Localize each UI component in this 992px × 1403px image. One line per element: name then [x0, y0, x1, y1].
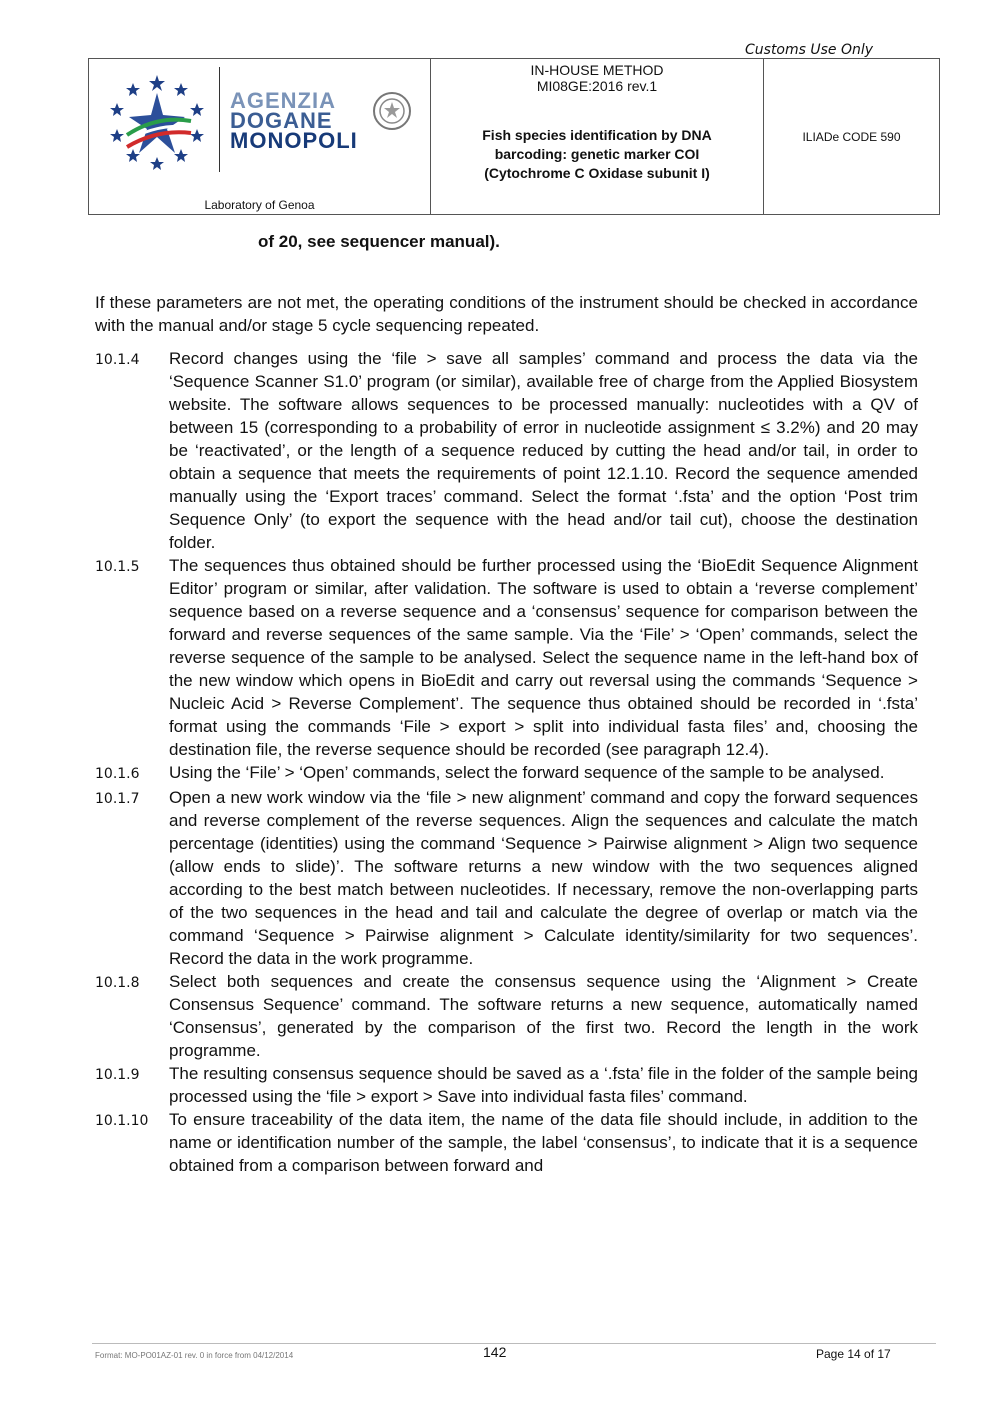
item-text: Open a new work window via the ‘file > new alignment’ command and copy the forward sequences and reverse complement of the reverse sequences. Align the sequences and calculate the match percentage (identities) using the command ‘Sequence > Pairwise alignment > Align two sequence (allow ends to slide)’. The software returns a new window with the two sequences aligned according to the best match between nucleotides. If necessary, remove the non-overlapping parts of the two sequences in the head and tail and calculate the degree of overlap or match via the command ‘Sequence > Pairwise alignment > Calculate identity/similarity for two sequences’. Record the data in the work programme.	[169, 788, 918, 968]
continued-fragment: of 20, see sequencer manual).	[258, 232, 500, 251]
item-text: To ensure traceability of the data item, the name of the data file should include, in addition to the name or identification number of the sample, the label ‘consensus’, to indicate that it is a sequence obtained from a comparison between forward and	[169, 1110, 918, 1175]
method-type: IN-HOUSE METHOD	[530, 62, 664, 78]
item-text: The resulting consensus sequence should be saved as a ‘.fsta’ file in the folder of the sample being processed using the ‘file > export > Save into individual fasta files’ command.	[169, 1064, 918, 1106]
item-number: 10.1.5	[95, 559, 140, 575]
method-title	[431, 62, 763, 94]
item-number: 10.1.4	[95, 352, 140, 368]
list-item	[95, 347, 918, 554]
page-indicator: Page 14 of 17	[816, 1347, 891, 1361]
method-description	[431, 126, 763, 183]
item-number: 10.1.7	[95, 791, 140, 807]
list-item	[95, 970, 918, 1062]
agency-star-logo	[97, 65, 217, 175]
agency-name	[230, 88, 358, 153]
procedure-list	[95, 347, 918, 1177]
item-number: 10.1.10	[95, 1113, 149, 1129]
list-item	[95, 1062, 918, 1108]
laboratory-label: Laboratory of Genoa	[204, 198, 315, 212]
code-cell	[764, 59, 939, 214]
item-number: 10.1.6	[95, 766, 140, 782]
list-item	[95, 786, 918, 970]
footer-format: Format: MO-PO01AZ-01 rev. 0 in force from 04/12/2014	[95, 1351, 294, 1360]
customs-use-label: Customs Use Only	[745, 42, 874, 58]
list-item	[95, 761, 918, 786]
method-description-line2: barcoding: genetic marker COI	[494, 146, 700, 162]
method-code: MI08GE:2016 rev.1	[536, 78, 658, 94]
item-text: The sequences thus obtained should be further processed using the ‘BioEdit Sequence Alignment Editor’ program or similar, after validation. The software is used to obtain a ‘reverse complement’ sequence based on a reverse sequence and a ‘consensus’ sequence for comparison between the forward and reverse sequences of the same sample. Via the ‘File’ > ‘Open’ commands, select the reverse sequence of the sample to be analysed. Select the sequence name in the left-hand box of the new window which opens in BioEdit and carry out reversal using the commands ‘Sequence > Nucleic Acid > Reverse Complement’. The sequence thus obtained should be recorded in ‘.fsta’ format using the commands ‘File > export > split into individual fasta files’ and, choosing the destination file, the reverse sequence should be recorded (see paragraph 12.4).	[169, 556, 918, 759]
method-description-line3: (Cytochrome C Oxidase subunit I)	[484, 165, 710, 181]
item-number: 10.1.8	[95, 975, 140, 991]
item-text: Select both sequences and create the consensus sequence using the ‘Alignment > Create Consensus Sequence’ command. The software returns a new sequence, automatically named ‘Consensus’, generated by the comparison of the first two. Record the length in the work programme.	[169, 972, 918, 1060]
document-header	[88, 58, 940, 215]
list-item	[95, 554, 918, 761]
method-cell	[431, 59, 764, 214]
agency-name-line1: AGENZIA	[230, 88, 336, 113]
intro-paragraph: If these parameters are not met, the operating conditions of the instrument should be checked in accordance with the manual and/or stage 5 cycle sequencing repeated.	[95, 293, 918, 335]
republic-emblem-icon	[371, 89, 413, 133]
method-description-line1: Fish species identification by DNA	[482, 127, 712, 143]
document-page-number: 142	[483, 1344, 507, 1360]
item-text: Using the ‘File’ > ‘Open’ commands, select the forward sequence of the sample to be analysed.	[169, 763, 885, 782]
footer-divider	[92, 1343, 936, 1344]
list-item	[95, 1108, 918, 1177]
agency-name-line2: DOGANE	[230, 108, 333, 133]
item-text: Record changes using the ‘file > save all samples’ command and process the data via the ‘Sequence Scanner S1.0’ program (or similar), available free of charge from the Applied Biosystem website. The software allows sequences to be processed manually: nucleotides with a QV of between 15 (corresponding to a probability of error in nucleotide assignment ≤ 3.2%) and 20 may be ‘reactivated’, or the length of a sequence reduced by cutting the head and/or tail, in order to obtain a sequence that meets the requirements of point 12.1.10. Record the sequence amended manually using the ‘Export traces’ command. Select the format ‘.fsta’ and the option ‘Post trim Sequence Only’ (to export the sequence with the head and/or tail cut), choose the destination folder.	[169, 349, 918, 552]
logo-cell	[89, 59, 431, 214]
iliade-code: ILIADe CODE 590	[802, 129, 901, 144]
logo-divider	[219, 67, 220, 172]
item-number: 10.1.9	[95, 1067, 140, 1083]
agency-name-line3: MONOPOLI	[230, 128, 358, 153]
